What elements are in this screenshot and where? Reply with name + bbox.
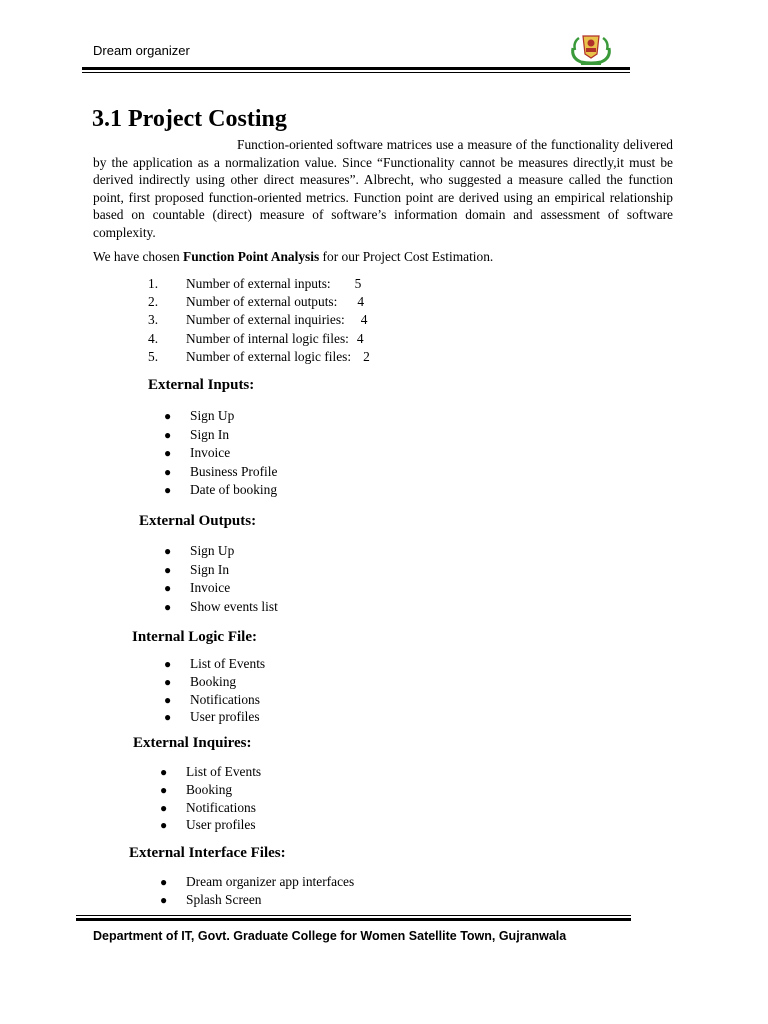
chosen-after: for our Project Cost Estimation. (319, 249, 494, 264)
count-number: 3. (148, 312, 159, 328)
chosen-before: We have chosen (93, 249, 184, 264)
list-item (164, 543, 278, 562)
external-inputs-heading: External Inputs: (148, 377, 255, 393)
list-item (164, 482, 277, 501)
count-value: 4 (356, 330, 364, 346)
list-item (164, 656, 265, 674)
list-item (160, 782, 261, 800)
list-item (164, 580, 278, 599)
list-item-text: List of Events (190, 656, 266, 671)
count-item (148, 294, 370, 312)
list-item-text: Booking (186, 781, 233, 797)
footer-rule-thick (76, 918, 631, 921)
bullet-icon: ● (164, 692, 172, 707)
external-outputs-list (164, 543, 278, 617)
count-value: 5 (354, 276, 362, 291)
count-number: 1. (148, 276, 159, 291)
count-value: 4 (360, 312, 368, 328)
list-item (160, 892, 354, 910)
header-rule-thick (82, 67, 630, 70)
list-item-text: Sign In (190, 561, 230, 577)
intro-paragraph (93, 136, 673, 242)
bullet-icon: ● (160, 892, 168, 907)
bullet-icon: ● (164, 657, 172, 671)
internal-logic-heading: Internal Logic File: (132, 629, 257, 645)
bullet-icon: ● (164, 544, 172, 558)
bullet-icon: ● (164, 483, 172, 498)
counts-list (148, 276, 370, 367)
list-item-text: Show events list (190, 598, 278, 614)
list-item-text: User profiles (186, 817, 256, 833)
count-label: Number of external logic files: (186, 348, 352, 364)
list-item-text: Business Profile (190, 463, 278, 479)
list-item-text: Invoice (190, 580, 231, 596)
list-item-text: User profiles (190, 709, 260, 725)
list-item (160, 800, 261, 818)
bullet-icon: ● (164, 464, 172, 479)
list-item-text: Notifications (190, 691, 260, 707)
chosen-paragraph (93, 249, 493, 265)
list-item-text: Dream organizer app interfaces (186, 874, 355, 889)
bullet-icon: ● (160, 800, 168, 815)
external-interface-heading: External Interface Files: (129, 845, 286, 861)
external-inquires-list (160, 764, 261, 835)
bullet-icon: ● (164, 446, 172, 461)
bullet-icon: ● (164, 581, 172, 596)
bullet-icon: ● (160, 875, 168, 889)
list-item (164, 599, 278, 618)
count-item (148, 349, 370, 367)
count-number: 2. (148, 294, 159, 310)
internal-logic-list (164, 656, 265, 727)
count-item (148, 331, 370, 349)
bullet-icon: ● (160, 818, 168, 833)
count-value: 2 (363, 348, 370, 364)
count-item (148, 276, 370, 294)
external-outputs-heading: External Outputs: (139, 513, 257, 529)
list-item (164, 427, 277, 446)
external-inquires-heading: External Inquires: (133, 735, 252, 751)
count-label: Number of external outputs: (186, 294, 338, 310)
list-item (164, 408, 277, 427)
list-item-text: Sign Up (190, 408, 235, 423)
bullet-icon: ● (164, 599, 172, 614)
header-rule-thin (82, 72, 630, 73)
external-inputs-list (164, 408, 277, 501)
list-item (164, 674, 265, 692)
list-item (164, 464, 277, 483)
list-item-text: Splash Screen (186, 891, 262, 907)
bullet-icon: ● (160, 782, 168, 797)
bullet-icon: ● (164, 710, 172, 725)
count-label: Number of internal logic files: (186, 330, 349, 346)
list-item (164, 562, 278, 581)
bullet-icon: ● (164, 409, 172, 423)
page-footer: Department of IT, Govt. Graduate College for Women Satellite Town, Gujranwala (93, 929, 567, 943)
list-item-text: Invoice (190, 445, 231, 461)
header-title: Dream organizer (93, 43, 190, 58)
list-item (160, 817, 261, 835)
count-label: Number of external inquiries: (186, 312, 345, 328)
count-label: Number of external inputs: (186, 276, 331, 291)
list-item (160, 764, 261, 782)
college-logo (567, 28, 615, 66)
count-number: 4. (148, 330, 159, 346)
chosen-bold: Function Point Analysis (183, 249, 320, 264)
list-item-text: Sign Up (190, 543, 235, 558)
count-value: 4 (357, 294, 365, 310)
bullet-icon: ● (164, 427, 172, 442)
list-item-text: Notifications (186, 799, 256, 815)
footer-rule-thin (76, 915, 631, 916)
bullet-icon: ● (160, 765, 168, 779)
list-item-text: Date of booking (190, 482, 278, 498)
count-item (148, 312, 370, 330)
page-title: 3.1 Project Costing (92, 106, 287, 132)
bullet-icon: ● (164, 562, 172, 577)
list-item-text: List of Events (186, 764, 262, 779)
list-item (164, 692, 265, 710)
list-item-text: Booking (190, 673, 237, 689)
list-item (160, 874, 354, 892)
count-number: 5. (148, 348, 159, 364)
external-interface-list (160, 874, 354, 910)
bullet-icon: ● (164, 674, 172, 689)
list-item-text: Sign In (190, 426, 230, 442)
list-item (164, 445, 277, 464)
intro-text: Function-oriented software matrices use a measure of the functionality delivered by the application as a normalization value. Since “Functionality cannot be measures directly,it must be derived indirectly using other direct measures”. Albrecht, who suggested a measure called the function point, first proposed function-oriented metrics. Function point are derived using an empirical relationship based on countable (direct) measure of software’s information domain and assessment of software complexity. (93, 137, 673, 240)
list-item (164, 709, 265, 727)
